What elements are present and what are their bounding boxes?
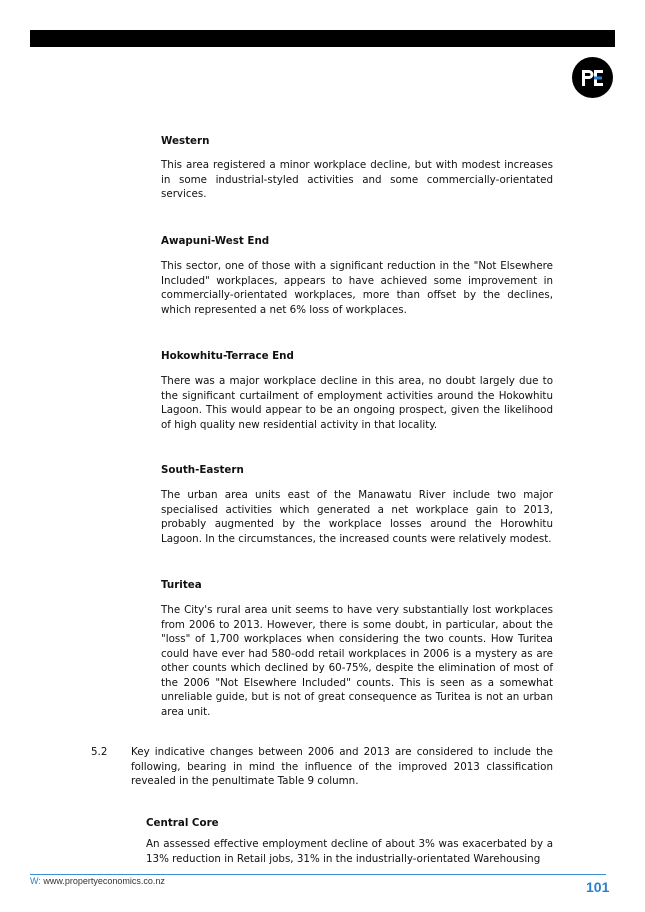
sub-heading-central-core: Central Core xyxy=(146,817,219,829)
section-body-turitea: The City's rural area unit seems to have very substantially lost workplaces from 2006 to 2013. However, there is some doubt, in particular, about the "loss" of 1,700 workplaces when considering the two counts. How Turitea could have ever had 580-odd retail workplaces in 2006 is a mystery as are other counts which declined by 60-75%, despite the elimination of most of the 2006 "Not Elsewhere Included" counts. This is seen as a somewhat unreliable guide, but is not of great consequence as Turitea is not an urban area unit. xyxy=(161,604,553,718)
section-heading-hokowhitu-terrace-end: Hokowhitu-Terrace End xyxy=(161,350,294,362)
header-bar xyxy=(30,30,615,47)
section-body-western: This area registered a minor workplace decline, but with modest increases in some industrial-styled activities and some commercially-orientated services. xyxy=(161,159,553,200)
property-economics-logo xyxy=(572,57,613,98)
section-heading-western: Western xyxy=(161,135,210,147)
footer-divider xyxy=(30,874,606,875)
section-heading-turitea: Turitea xyxy=(161,579,202,591)
page-number: 101 xyxy=(586,879,610,895)
footer-website xyxy=(30,876,165,886)
section-body-awapuni-west-end: This sector, one of those with a significant reduction in the "Not Elsewhere Included" workplaces, appears to have achieved some improvement in commercially-orientated workplaces, more than offset by the declines, which represented a net 6% loss of workplaces. xyxy=(161,260,553,316)
section-body-hokowhitu-terrace-end: There was a major workplace decline in this area, no doubt largely due to the significant curtailment of employment activities around the Hokowhitu Lagoon. This would appear to be an ongoing prospect, given the likelihood of high quality new residential activity in that locality. xyxy=(161,375,553,431)
sub-body-central-core: An assessed effective employment decline of about 3% was exacerbated by a 13% reduction in Retail jobs, 31% in the industrially-orientated Warehousing xyxy=(146,838,553,865)
footer-web-url[interactable]: www.propertyeconomics.co.nz xyxy=(43,876,165,886)
paragraph-number: 5.2 xyxy=(91,746,108,758)
footer-web-label: W: xyxy=(30,876,41,886)
pe-logo-icon xyxy=(581,69,605,87)
section-body-south-eastern: The urban area units east of the Manawatu River include two major specialised activities which generated a net workplace gain to 2013, probably augmented by the workplace losses around the Horowhitu Lagoon. In the circumstances, the increased counts were relatively modest. xyxy=(161,489,553,545)
paragraph-text: Key indicative changes between 2006 and 2013 are considered to include the following, bearing in mind the influence of the improved 2013 classification revealed in the penultimate Table 9 column. xyxy=(131,746,553,787)
section-heading-south-eastern: South-Eastern xyxy=(161,464,244,476)
section-heading-awapuni-west-end: Awapuni-West End xyxy=(161,235,270,247)
